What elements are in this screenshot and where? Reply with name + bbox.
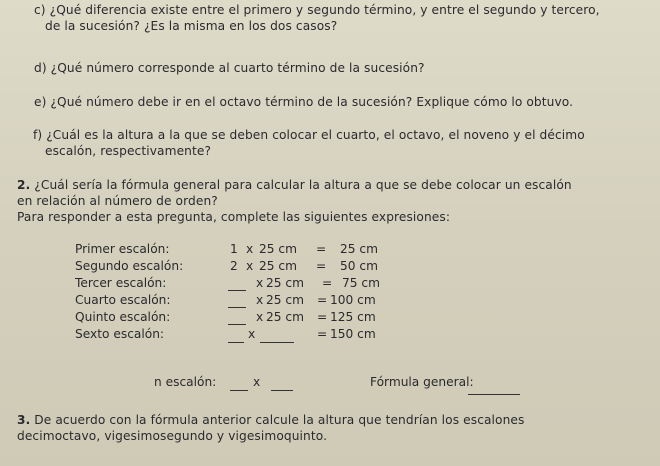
row-equals: = <box>316 242 327 256</box>
formula-general-blank[interactable] <box>468 383 520 395</box>
row-multiplier: 1 <box>230 242 238 256</box>
row-result: 125 cm <box>330 310 376 324</box>
row-label: Cuarto escalón: <box>75 293 171 307</box>
row-times: x <box>256 293 264 307</box>
row-multiplier-blank[interactable] <box>228 279 246 291</box>
row-label: Segundo escalón: <box>75 259 184 273</box>
question-e: e) ¿Qué número debe ir en el octavo término de la sucesión? Explique cómo lo obtuvo. <box>34 95 574 109</box>
row-multiplier: 2 <box>230 259 238 273</box>
nth-times: x <box>253 375 261 389</box>
row-label: Sexto escalón: <box>75 327 165 341</box>
row-multiplier-blank[interactable] <box>228 313 246 325</box>
formula-general-label: Fórmula general: <box>370 375 474 389</box>
question-c-line1: c) ¿Qué diferencia existe entre el primero y segundo término, y entre el segundo y tercero, <box>34 3 600 17</box>
row-factor-blank[interactable] <box>260 331 294 343</box>
row-times: x <box>246 242 254 256</box>
nth-step-label <box>154 375 216 390</box>
question-2-line3: Para responder a esta pregunta, complete las siguientes expresiones: <box>17 210 451 224</box>
row-equals: = <box>317 310 328 324</box>
row-label: Quinto escalón: <box>75 310 171 324</box>
nth-multiplier-blank[interactable] <box>230 379 248 391</box>
row-result: 50 cm <box>340 259 378 273</box>
question-f-line1: f) ¿Cuál es la altura a la que se deben colocar el cuarto, el octavo, el noveno y el décimo <box>33 128 585 142</box>
nth-step-text: n escalón: <box>154 375 217 389</box>
row-factor: 25 cm <box>259 242 297 256</box>
row-result: 150 cm <box>330 327 376 341</box>
question-f-line2: escalón, respectivamente? <box>45 144 212 158</box>
question-2-text: ¿Cuál sería la fórmula general para calcular la altura a que se debe colocar un escalón <box>34 178 572 192</box>
row-multiplier-blank[interactable] <box>228 296 246 308</box>
row-result: 75 cm <box>342 276 380 290</box>
row-times: x <box>256 310 264 324</box>
row-equals: = <box>317 327 328 341</box>
question-3-line1 <box>17 413 524 428</box>
question-3-text: De acuerdo con la fórmula anterior calcule la altura que tendrían los escalones <box>34 413 525 427</box>
nth-factor-blank[interactable] <box>271 379 293 391</box>
row-times: x <box>248 327 256 341</box>
row-factor: 25 cm <box>266 310 304 324</box>
question-d: d) ¿Qué número corresponde al cuarto término de la sucesión? <box>34 61 425 75</box>
row-label: Primer escalón: <box>75 242 170 256</box>
question-2-number: 2. <box>17 178 31 192</box>
row-factor: 25 cm <box>266 276 304 290</box>
question-2-line1 <box>17 178 572 193</box>
row-equals: = <box>316 259 327 273</box>
question-c-line2: de la sucesión? ¿Es la misma en los dos casos? <box>45 19 338 33</box>
row-factor: 25 cm <box>259 259 297 273</box>
row-times: x <box>256 276 264 290</box>
row-equals: = <box>322 276 333 290</box>
question-3-number: 3. <box>17 413 31 427</box>
row-result: 25 cm <box>340 242 378 256</box>
row-multiplier-blank[interactable] <box>228 331 244 343</box>
row-equals: = <box>317 293 328 307</box>
question-3-line2: decimoctavo, vigesimosegundo y vigesimoquinto. <box>17 429 328 443</box>
row-result: 100 cm <box>330 293 376 307</box>
question-2-line2: en relación al número de orden? <box>17 194 218 208</box>
row-factor: 25 cm <box>266 293 304 307</box>
row-label: Tercer escalón: <box>75 276 167 290</box>
row-times: x <box>246 259 254 273</box>
